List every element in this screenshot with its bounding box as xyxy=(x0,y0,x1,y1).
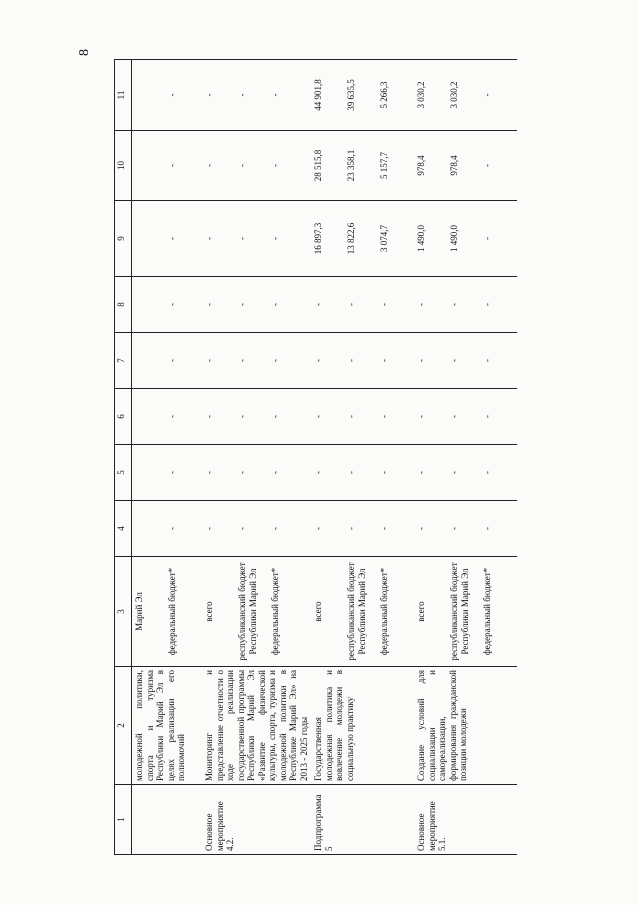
amount-value: - xyxy=(270,93,280,97)
amount-value: - xyxy=(449,415,459,418)
amount-value: - xyxy=(167,164,177,167)
funding-source-cell xyxy=(414,557,517,667)
year-value-cell-col8 xyxy=(132,277,203,333)
activity-code-cell: Основное мероприятие 5.1. xyxy=(414,785,517,855)
amount-value xyxy=(134,134,155,197)
amount-value: 13 822,6 xyxy=(346,222,356,255)
amount-value: 978,4 xyxy=(416,155,426,176)
amount-value: - xyxy=(482,471,492,474)
activity-name-cell: молодежной политики, спорта и туризма Республики Марий Эл в целях реализации его полномочий xyxy=(132,667,203,785)
year-value-cell-col10 xyxy=(414,131,517,201)
year-value-cell-col6 xyxy=(202,389,311,445)
amount-value: - xyxy=(204,471,214,474)
column-header-6: 6 xyxy=(115,389,132,445)
amount-value xyxy=(134,204,155,273)
amount-value: - xyxy=(482,93,492,97)
year-value-cell-col8 xyxy=(202,277,311,333)
table-row xyxy=(132,60,203,855)
amount-value: - xyxy=(313,415,323,418)
amount-value: 44 901,8 xyxy=(313,79,323,111)
amount-value: - xyxy=(204,93,214,97)
amount-value: - xyxy=(237,471,247,474)
funding-source-cell xyxy=(202,557,311,667)
amount-value: - xyxy=(416,415,426,418)
amount-value: 978,4 xyxy=(449,155,459,176)
amount-value: 3 030,2 xyxy=(449,81,459,109)
amount-value: - xyxy=(449,303,459,306)
amount-value: - xyxy=(379,527,389,530)
activity-name-cell: Государственная молодежная политика и вовлечение молодежи в социальную практику xyxy=(311,667,414,785)
amount-value: 16 897,3 xyxy=(313,222,323,255)
amount-value: - xyxy=(482,303,492,306)
amount-value: - xyxy=(204,415,214,418)
year-value-cell-col8 xyxy=(414,277,517,333)
amount-value: - xyxy=(346,527,356,530)
amount-value xyxy=(134,392,155,441)
page-number: 8 xyxy=(77,49,92,56)
funding-source-label: федеральный бюджет* xyxy=(482,567,492,656)
amount-value: - xyxy=(416,527,426,530)
amount-value xyxy=(134,504,155,553)
table-row xyxy=(311,60,414,855)
amount-value: - xyxy=(379,415,389,418)
year-value-cell-col5 xyxy=(132,445,203,501)
table-body xyxy=(132,60,518,855)
amount-value: - xyxy=(237,527,247,530)
budget-table xyxy=(114,59,517,855)
amount-value: - xyxy=(167,415,177,418)
amount-value: 1 490,0 xyxy=(449,225,459,252)
amount-value: 23 358,1 xyxy=(346,149,356,182)
year-value-cell-col9 xyxy=(414,201,517,277)
year-value-cell-col10 xyxy=(202,131,311,201)
year-value-cell-col4 xyxy=(414,501,517,557)
amount-value: - xyxy=(346,303,356,306)
activity-name-cell: Мониторинг и представление отчетности о ходе реализации государственной программы Республики Марий Эл «Развитие физической культуры, спорта, туризма и молодежной политики в Республике Марий Эл» на 2013 - 2025 годы xyxy=(202,667,311,785)
column-header-3: 3 xyxy=(115,557,132,667)
funding-source-label: республиканский бюджет Республики Марий Эл xyxy=(449,562,470,661)
amount-value: - xyxy=(379,471,389,474)
amount-value: - xyxy=(270,237,280,240)
amount-value: - xyxy=(167,303,177,306)
amount-value xyxy=(134,448,155,497)
amount-value: - xyxy=(449,359,459,362)
activity-code-cell: Подпрограмма 5 xyxy=(311,785,414,855)
table-row xyxy=(202,60,311,855)
amount-value: - xyxy=(313,527,323,530)
column-header-5: 5 xyxy=(115,445,132,501)
year-value-cell-col11 xyxy=(132,60,203,131)
amount-value: - xyxy=(237,93,247,97)
funding-source-label: федеральный бюджет* xyxy=(167,567,177,656)
amount-value: - xyxy=(379,303,389,306)
amount-value: 39 635,5 xyxy=(346,79,356,111)
amount-value: - xyxy=(482,415,492,418)
amount-value: - xyxy=(167,527,177,530)
amount-value: - xyxy=(204,164,214,167)
amount-value: 5 157,7 xyxy=(379,152,389,179)
amount-value xyxy=(134,63,155,127)
amount-value xyxy=(134,336,155,385)
funding-source-cell xyxy=(311,557,414,667)
year-value-cell-col4 xyxy=(132,501,203,557)
amount-value: - xyxy=(237,415,247,418)
table-row xyxy=(414,60,517,855)
amount-value: - xyxy=(204,303,214,306)
amount-value: - xyxy=(449,471,459,474)
year-value-cell-col7 xyxy=(132,333,203,389)
year-value-cell-col9 xyxy=(311,201,414,277)
year-value-cell-col11 xyxy=(311,60,414,131)
header-row xyxy=(115,60,132,855)
year-value-cell-col7 xyxy=(311,333,414,389)
amount-value: - xyxy=(379,359,389,362)
year-value-cell-col10 xyxy=(132,131,203,201)
amount-value: - xyxy=(482,237,492,240)
year-value-cell-col6 xyxy=(414,389,517,445)
amount-value: - xyxy=(346,359,356,362)
year-value-cell-col6 xyxy=(132,389,203,445)
year-value-cell-col5 xyxy=(311,445,414,501)
amount-value: - xyxy=(167,237,177,240)
funding-source-label: республиканский бюджет Республики Марий Эл xyxy=(237,562,258,661)
funding-source-label: Марий Эл xyxy=(134,592,144,631)
amount-value: - xyxy=(167,93,177,97)
activity-code-cell xyxy=(132,785,203,855)
amount-value: - xyxy=(237,237,247,240)
amount-value: - xyxy=(449,527,459,530)
amount-value xyxy=(134,280,155,329)
year-value-cell-col9 xyxy=(202,201,311,277)
year-value-cell-col11 xyxy=(202,60,311,131)
amount-value: - xyxy=(204,359,214,362)
amount-value: - xyxy=(237,164,247,167)
funding-source-label: всего xyxy=(204,601,214,622)
amount-value: - xyxy=(313,471,323,474)
amount-value: - xyxy=(346,415,356,418)
year-value-cell-col5 xyxy=(414,445,517,501)
amount-value: - xyxy=(482,527,492,530)
column-header-10: 10 xyxy=(115,131,132,201)
amount-value: - xyxy=(416,303,426,306)
amount-value: - xyxy=(416,471,426,474)
amount-value: 28 515,8 xyxy=(313,149,323,182)
amount-value: - xyxy=(313,303,323,306)
amount-value: - xyxy=(237,303,247,306)
year-value-cell-col7 xyxy=(414,333,517,389)
column-header-1: 1 xyxy=(115,785,132,855)
year-value-cell-col10 xyxy=(311,131,414,201)
amount-value: - xyxy=(270,527,280,530)
year-value-cell-col6 xyxy=(311,389,414,445)
amount-value: - xyxy=(270,164,280,167)
funding-source-label: всего xyxy=(416,601,426,622)
activity-code-cell: Основное мероприятие 4.2. xyxy=(202,785,311,855)
year-value-cell-col11 xyxy=(414,60,517,131)
amount-value: - xyxy=(270,359,280,362)
column-header-7: 7 xyxy=(115,333,132,389)
column-header-2: 2 xyxy=(115,667,132,785)
funding-source-label: федеральный бюджет* xyxy=(270,567,280,656)
funding-source-label: всего xyxy=(313,601,323,622)
year-value-cell-col7 xyxy=(202,333,311,389)
amount-value: - xyxy=(270,415,280,418)
amount-value: 1 490,0 xyxy=(416,225,426,252)
column-header-4: 4 xyxy=(115,501,132,557)
amount-value: 3 074,7 xyxy=(379,225,389,252)
funding-source-label: республиканский бюджет Республики Марий Эл xyxy=(346,562,367,661)
rotated-table-wrapper xyxy=(114,60,639,855)
amount-value: - xyxy=(167,359,177,362)
amount-value: - xyxy=(482,359,492,362)
column-header-11: 11 xyxy=(115,60,132,131)
amount-value: - xyxy=(482,164,492,167)
year-value-cell-col4 xyxy=(202,501,311,557)
year-value-cell-col8 xyxy=(311,277,414,333)
amount-value: - xyxy=(237,359,247,362)
activity-name-cell: Создание условий для социализации и самореализации, формирования гражданской позиции молодежи xyxy=(414,667,517,785)
year-value-cell-col5 xyxy=(202,445,311,501)
amount-value: - xyxy=(346,471,356,474)
amount-value: - xyxy=(204,237,214,240)
amount-value: - xyxy=(167,471,177,474)
year-value-cell-col4 xyxy=(311,501,414,557)
amount-value: 5 266,3 xyxy=(379,81,389,109)
amount-value: - xyxy=(204,527,214,530)
column-header-8: 8 xyxy=(115,277,132,333)
column-header-9: 9 xyxy=(115,201,132,277)
amount-value: - xyxy=(313,359,323,362)
amount-value: - xyxy=(416,359,426,362)
amount-value: - xyxy=(270,303,280,306)
year-value-cell-col9 xyxy=(132,201,203,277)
amount-value: - xyxy=(270,471,280,474)
amount-value: 3 030,2 xyxy=(416,81,426,109)
funding-source-label: федеральный бюджет* xyxy=(379,567,389,656)
funding-source-cell xyxy=(132,557,203,667)
